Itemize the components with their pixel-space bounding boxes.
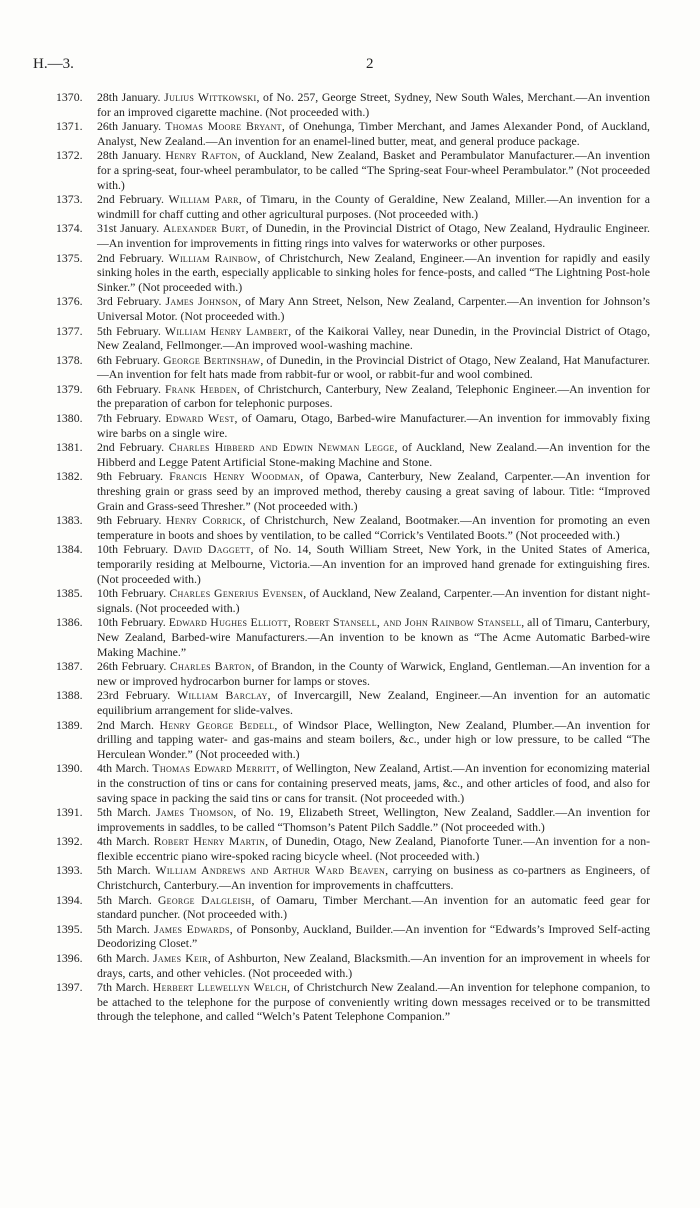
patent-entry xyxy=(56,411,650,440)
patent-entry xyxy=(56,469,650,513)
entry-description: , of Wellington, New Zealand, Artist.—An invention for economizing material in the construction of tins or cans for containing preserved meats, jams, &c., and other articles of food, and also for saving space in packing the said tins or cans for transit. (Not proceeded with.) xyxy=(97,761,650,805)
applicant-name: Charles Generius Evensen xyxy=(169,586,304,601)
entry-number: 1378. xyxy=(56,352,83,367)
entry-number: 1371. xyxy=(56,119,83,134)
patent-entry xyxy=(56,119,650,148)
entry-description: , of Dunedin, Otago, New Zealand, Pianoforte Tuner.—An invention for a non-flexible eccentric piano wire-spoked racing bicycle wheel. (Not proceeded with.) xyxy=(97,834,651,863)
entry-number: 1379. xyxy=(56,381,83,396)
applicant-name: James Keir xyxy=(153,951,208,966)
entry-number: 1372. xyxy=(56,148,83,163)
applicant-name: Charles Barton xyxy=(169,659,252,674)
applicant-name: George Dalgleish xyxy=(157,892,252,907)
entry-date: 2nd March. xyxy=(97,717,154,732)
entry-description: , of No. 257, George Street, Sydney, New South Wales, Merchant.—An invention for an improved cigarette machine. (Not proceeded with.) xyxy=(97,90,650,119)
entry-description: , of Auckland, New Zealand.—An invention for the Hibberd and Legge Patent Artificial Stone-making Machine and Stone. xyxy=(97,440,650,469)
patent-entry xyxy=(56,718,650,762)
patent-entry xyxy=(56,615,650,659)
applicant-name: William Barclay xyxy=(177,688,268,703)
entry-date: 9th February. xyxy=(97,513,162,528)
applicant-name: Edward Hughes Elliott, Robert Stansell, and John Rainbow Stansell xyxy=(168,615,522,630)
page-number: 2 xyxy=(366,56,374,72)
applicant-name: James Johnson xyxy=(165,294,239,309)
patent-entry xyxy=(56,192,650,221)
entry-number: 1370. xyxy=(56,90,83,104)
entry-number: 1385. xyxy=(56,586,83,601)
applicant-name: Alexander Burt xyxy=(162,221,246,236)
patent-entry xyxy=(56,893,650,922)
entry-date: 6th March. xyxy=(97,951,150,966)
entry-date: 2nd February. xyxy=(97,250,164,265)
entry-date: 6th February. xyxy=(97,381,161,396)
patent-entry xyxy=(56,922,650,951)
entry-number: 1380. xyxy=(56,411,83,426)
entry-date: 10th February. xyxy=(97,615,166,630)
entry-description: , of Christchurch, New Zealand, Engineer.—An invention for rapidly and easily sinking holes in the earth, especially applicable to sinking holes for fence-posts, and called “The Lightning Post-hole Sinker.” (Not proceeded with.) xyxy=(97,250,650,294)
entry-description: , of Timaru, in the County of Geraldine, New Zealand, Miller.—An invention for a windmill for chaff cutting and other agricultural purposes. (Not proceeded with.) xyxy=(97,192,650,221)
entry-date: 4th March. xyxy=(97,834,150,849)
patent-entry xyxy=(56,980,650,1024)
entry-number: 1392. xyxy=(56,834,83,849)
entry-description: , of No. 14, South William Street, New York, in the United States of America, temporarily residing at Melbourne, Victoria.—An invention for an improved hand grenade for extinguishing fires. (Not proceeded with.) xyxy=(97,542,650,586)
entry-description: , of Opawa, Canterbury, New Zealand, Carpenter.—An invention for threshing grain or grass seed by an improved method, thereby causing a great saving of labour. Title: “Improved Grain and Grass-seed Thresher.” (Not proceeded with.) xyxy=(97,469,650,513)
entry-description: , of the Kaikorai Valley, near Dunedin, in the Provincial District of Otago, New Zealand, Fellmonger.—An improved wool-washing machine. xyxy=(97,323,651,353)
patent-entry xyxy=(56,805,650,834)
patent-entry xyxy=(56,834,650,863)
entry-date: 28th January. xyxy=(97,148,162,163)
applicant-name: Thomas Edward Merritt xyxy=(152,761,277,776)
entry-number: 1382. xyxy=(56,469,83,484)
entry-number: 1375. xyxy=(56,250,83,265)
entry-description: , of Oamaru, Timber Merchant.—An invention for an automatic feed gear for standard puncher. (Not proceeded with.) xyxy=(97,892,651,922)
patent-entry xyxy=(56,761,650,805)
applicant-name: William Andrews and Arthur Ward Beaven xyxy=(155,863,386,878)
entry-description: , of Invercargill, New Zealand, Engineer.—An invention for an automatic equilibrium arrangement for slide-valves. xyxy=(97,688,650,717)
patent-entry xyxy=(56,688,650,717)
applicant-name: Henry George Bedell xyxy=(159,717,275,732)
entry-date: 2nd February. xyxy=(97,192,164,207)
entry-date: 28th January. xyxy=(97,90,161,104)
entry-date: 2nd February. xyxy=(97,440,165,455)
entry-date: 31st January. xyxy=(97,221,160,236)
applicant-name: Henry Rafton xyxy=(165,148,238,163)
page-header xyxy=(30,56,670,76)
entry-date: 9th February. xyxy=(97,469,163,484)
applicant-name: George Bertinshaw xyxy=(163,352,261,367)
entry-number: 1397. xyxy=(56,980,83,995)
entry-description: , of Dunedin, in the Provincial District of Otago, New Zealand, Hydraulic Engineer.—An invention for improvements in fitting rings into valves for waterworks or other purposes. xyxy=(97,221,650,250)
entry-number: 1387. xyxy=(56,659,83,674)
entry-date: 23rd February. xyxy=(97,688,171,703)
applicant-name: Julius Wittkowski xyxy=(164,90,257,104)
entry-number: 1383. xyxy=(56,513,83,528)
entry-number: 1396. xyxy=(56,951,83,966)
applicant-name: Robert Henry Martin xyxy=(153,834,266,849)
entry-description: , of Oamaru, Otago, Barbed-wire Manufacturer.—An invention for immovably fixing wire barbs on a single wire. xyxy=(97,411,650,440)
applicant-name: William Parr xyxy=(168,192,239,207)
entry-description: , of Christchurch, New Zealand, Bootmaker.—An invention for promoting an even temperature in boots and shoes by ventilation, to be called “Corrick’s Ventilated Boots.” (Not proceeded with.) xyxy=(97,513,650,542)
entry-description: , of Onehunga, Timber Merchant, and James Alexander Pond, of Auckland, Analyst, New Zealand.—An invention for an enamel-lined butter, meat, and general produce package. xyxy=(97,119,650,148)
applicant-name: Henry Corrick xyxy=(166,513,243,528)
entry-number: 1376. xyxy=(56,294,83,309)
entry-description: , of Dunedin, in the Provincial District of Otago, New Zealand, Hat Manufacturer.—An invention for felt hats made from rabbit-fur or wool, or rabbit-fur and wool combined. xyxy=(97,352,650,382)
entry-date: 10th February. xyxy=(97,586,167,601)
entry-description: , of Ponsonby, Auckland, Builder.—An invention for “Edwards’s Improved Self-acting Deodorizing Closet.” xyxy=(97,921,651,951)
patent-entry xyxy=(56,440,650,469)
entry-number: 1374. xyxy=(56,221,83,236)
entry-number: 1391. xyxy=(56,805,83,820)
entry-description: , of Auckland, New Zealand, Basket and Perambulator Manufacturer.—An invention for a spring-seat, four-wheel perambulator, to be called “The Spring-seat Four-wheel Perambulator.” (Not proceeded with.) xyxy=(97,148,650,192)
entry-date: 7th March. xyxy=(97,980,150,995)
entry-description: , of Brandon, in the County of Warwick, England, Gentleman.—An invention for a new or improved hydrocarbon burner for lamps or stoves. xyxy=(97,659,650,688)
entry-date: 5th March. xyxy=(97,863,151,878)
entry-number: 1381. xyxy=(56,440,83,455)
entry-description: , of No. 19, Elizabeth Street, Wellington, New Zealand, Saddler.—An invention for improvements in saddles, to be called “Thomson’s Patent Pilch Saddle.” (Not proceeded with.) xyxy=(97,805,650,834)
entry-number: 1395. xyxy=(56,921,83,936)
patent-entry xyxy=(56,863,650,892)
patent-entry xyxy=(56,294,650,323)
entry-date: 6th February. xyxy=(97,352,160,367)
applicant-name: Frank Hebden xyxy=(164,381,237,396)
entry-number: 1394. xyxy=(56,892,83,907)
entry-number: 1388. xyxy=(56,688,83,703)
patent-entry xyxy=(56,542,650,586)
entry-date: 7th February. xyxy=(97,411,162,426)
entry-date: 5th March. xyxy=(97,805,151,820)
entry-date: 5th March. xyxy=(97,921,150,936)
entry-date: 5th February. xyxy=(97,323,161,338)
applicant-name: William Rainbow xyxy=(168,250,258,265)
applicant-name: James Thomson xyxy=(155,805,234,820)
applicant-name: David Daggett xyxy=(173,542,251,557)
entry-description: , carrying on business as co-partners as Engineers, of Christchurch, Canterbury.—An invention for improvements in chaffcutters. xyxy=(97,863,651,893)
entry-number: 1384. xyxy=(56,542,83,557)
entry-date: 26th February. xyxy=(97,659,167,674)
entry-date: 5th March. xyxy=(97,892,152,907)
applicant-name: Herbert Llewellyn Welch xyxy=(152,980,288,995)
entry-number: 1386. xyxy=(56,615,83,630)
entry-description: , all of Timaru, Canterbury, New Zealand, Barbed-wire Manufacturers.—An invention to be known as “The Acme Automatic Barbed-wire Making Machine.” xyxy=(97,615,650,659)
entry-number: 1393. xyxy=(56,863,83,878)
entry-number: 1377. xyxy=(56,323,83,338)
document-code: H.—3. xyxy=(33,56,74,72)
patent-entry xyxy=(56,353,650,382)
patent-entry xyxy=(56,951,650,980)
applicant-name: William Henry Lambert xyxy=(164,323,289,338)
patent-entry xyxy=(56,90,650,119)
entry-number: 1390. xyxy=(56,761,83,776)
entry-description: , of Auckland, New Zealand, Carpenter.—An invention for distant night-signals. (Not proceeded with.) xyxy=(97,586,651,615)
patent-entry xyxy=(56,659,650,688)
entry-date: 3rd February. xyxy=(97,294,162,309)
entry-description: , of Mary Ann Street, Nelson, New Zealand, Carpenter.—An invention for Johnson’s Universal Motor. (Not proceeded with.) xyxy=(97,294,650,323)
entry-description: , of Windsor Place, Wellington, New Zealand, Plumber.—An invention for drilling and tapping water- and gas-mains and steam boilers, &c., under high or low pressure, to be called “The Herculean Wonder.” (Not proceeded with.) xyxy=(97,717,650,761)
entry-date: 4th March. xyxy=(97,761,150,776)
patent-entry xyxy=(56,148,650,192)
applicant-name: James Edwards xyxy=(153,921,230,936)
applicant-name: Thomas Moore Bryant xyxy=(165,119,282,134)
applicant-name: Edward West xyxy=(165,411,235,426)
entry-description: , of Christchurch New Zealand.—An invention for telephone companion, to be attached to the telephone for the purpose of conveniently writing down messages received or to be transmitted through the telephone, and called “Welch’s Patent Telephone Companion.” xyxy=(97,980,651,1024)
patent-entry xyxy=(56,324,650,353)
applicant-name: Charles Hibberd and Edwin Newman Legge xyxy=(168,440,395,455)
patent-entry xyxy=(56,221,650,250)
entry-number: 1373. xyxy=(56,192,83,207)
entry-date: 10th February. xyxy=(97,542,169,557)
patent-entry xyxy=(56,251,650,295)
patent-entry xyxy=(56,513,650,542)
patent-entry xyxy=(56,586,650,615)
entry-description: , of Christchurch, Canterbury, New Zealand, Telephonic Engineer.—An invention for the preparation of carbon for telephonic purposes. xyxy=(97,381,650,411)
patent-entry xyxy=(56,382,650,411)
entry-number: 1389. xyxy=(56,717,83,732)
applicant-name: Francis Henry Woodman xyxy=(169,469,301,484)
patent-entries-list xyxy=(56,90,650,1024)
entry-date: 26th January. xyxy=(97,119,162,134)
entry-description: , of Ashburton, New Zealand, Blacksmith.—An invention for an improvement in wheels for drays, carts, and other vehicles. (Not proceeded with.) xyxy=(97,951,650,980)
